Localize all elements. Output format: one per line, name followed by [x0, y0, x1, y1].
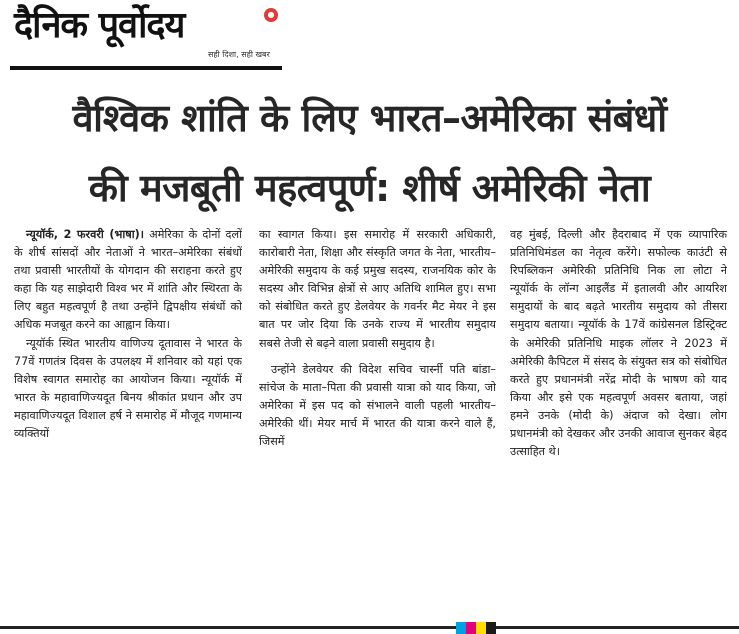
article-paragraph: उन्होंने डेलवेयर की विदेश सचिव चार्स्नी पति बांडा–सांचेज के माता–पिता की प्रवासी यात्रा को याद किया, जो अमेरिका में इस पद को संभालने वाली पहली भारतीय–अमेरिकी थीं। मेयर मार्च में भारत की यात्रा करने वाले हैं, जिसमें	[259, 362, 496, 449]
masthead-rule	[10, 66, 282, 70]
bottom-rule	[0, 626, 739, 629]
headline-line-1: वैश्विक शांति के लिए भारत–अमेरिका संबंधों	[72, 96, 667, 140]
article-column-3	[510, 226, 727, 618]
print-swatch-cyan	[456, 622, 466, 634]
article-paragraph: न्यूयॉर्क स्थित भारतीय वाणिज्य दूतावास ने भारत के 77वें गणतंत्र दिवस के उपलक्ष्य में शनिवार को यहां एक विशेष स्वागत समारोह का आयोजन किया। न्यूयॉर्क में भारत के महावाणिज्यदूत बिनय श्रीकांत प्रधान और उप महावाणिज्यदूत विशाल हर्ष ने समारोह में मौजूद गणमान्य व्यक्तियों	[14, 336, 242, 441]
article-paragraph: अमेरिका के दोनों दलों के शीर्ष सांसदों और नेताओं ने भारत–अमेरिका संबंधों तथा प्रवासी भारतीयों के योगदान की सराहना करते हुए कहा कि यह साझेदारी विश्व भर में शांति और स्थिरता के लिए बहुत महत्वपूर्ण है तथा उन्होंने द्विपक्षीय संबंधों को अधिक मजबूत करने का आह्वान किया।	[14, 228, 242, 332]
article-dateline: न्यूयॉर्क, 2 फरवरी (भाषा)।	[26, 228, 144, 241]
print-registration-bar	[0, 622, 739, 634]
print-swatch-yellow	[476, 622, 486, 634]
print-swatch-black	[486, 622, 496, 634]
newspaper-title: दैनिक पूर्वोदय	[14, 5, 185, 46]
article-paragraph: वह मुंबई, दिल्ली और हैदराबाद में एक व्यापारिक प्रतिनिधिमंडल का नेतृत्व करेंगे। सफोल्क काउंटी से रिपब्लिकन अमेरिकी प्रतिनिधि निक ला लोटा ने न्यूयॉर्क के लॉन्ग आइलैंड में इतालवी और आयरिश समुदायों के बाद बढ़ते भारतीय समुदाय को तीसरा समुदाय बताया। न्यूयॉर्क के 17वें कांग्रेसनल डिस्ट्रिक्ट के अमेरिकी प्रतिनिधि माइक लॉलर ने 2023 में अमेरिकी कैपिटल में संसद के संयुक्त सत्र को संबोधित करते हुए प्रधानमंत्री नरेंद्र मोदी के भाषण को याद किया और इसे एक महत्वपूर्ण अवसर बताया, जहां हमने उनके (मोदी के) अंदाज को देखा। लोग प्रधानमंत्री को देखकर और उनकी आवाज सुनकर बेहद उत्साहित थे।	[510, 228, 727, 459]
headline-line-2: की मजबूती महत्वपूर्ण: शीर्ष अमेरिकी नेता	[88, 166, 651, 210]
masthead-logo-mark-icon: ●	[264, 8, 278, 22]
article-column-1	[14, 226, 242, 618]
article-paragraph: का स्वागत किया। इस समारोह में सरकारी अधिकारी, कारोबारी नेता, शिक्षा और संस्कृति जगत के नेता, भारतीय–अमेरिकी समुदाय के कई प्रमुख सदस्य, राजनयिक कोर के सदस्य और विभिन्न क्षेत्रों से आए अतिथि शामिल हुए। सभा को संबोधित करते हुए डेलवेयर के गवर्नर मैट मेयर ने इस बात पर जोर दिया कि उनके राज्य में भारतीय समुदाय सबसे तेजी से बढ़ने वाला प्रवासी समुदाय है।	[259, 228, 496, 350]
newspaper-tagline: सही दिशा, सही खबर	[208, 50, 270, 59]
article-column-2	[259, 226, 496, 618]
print-swatch-magenta	[466, 622, 476, 634]
masthead	[10, 0, 300, 72]
